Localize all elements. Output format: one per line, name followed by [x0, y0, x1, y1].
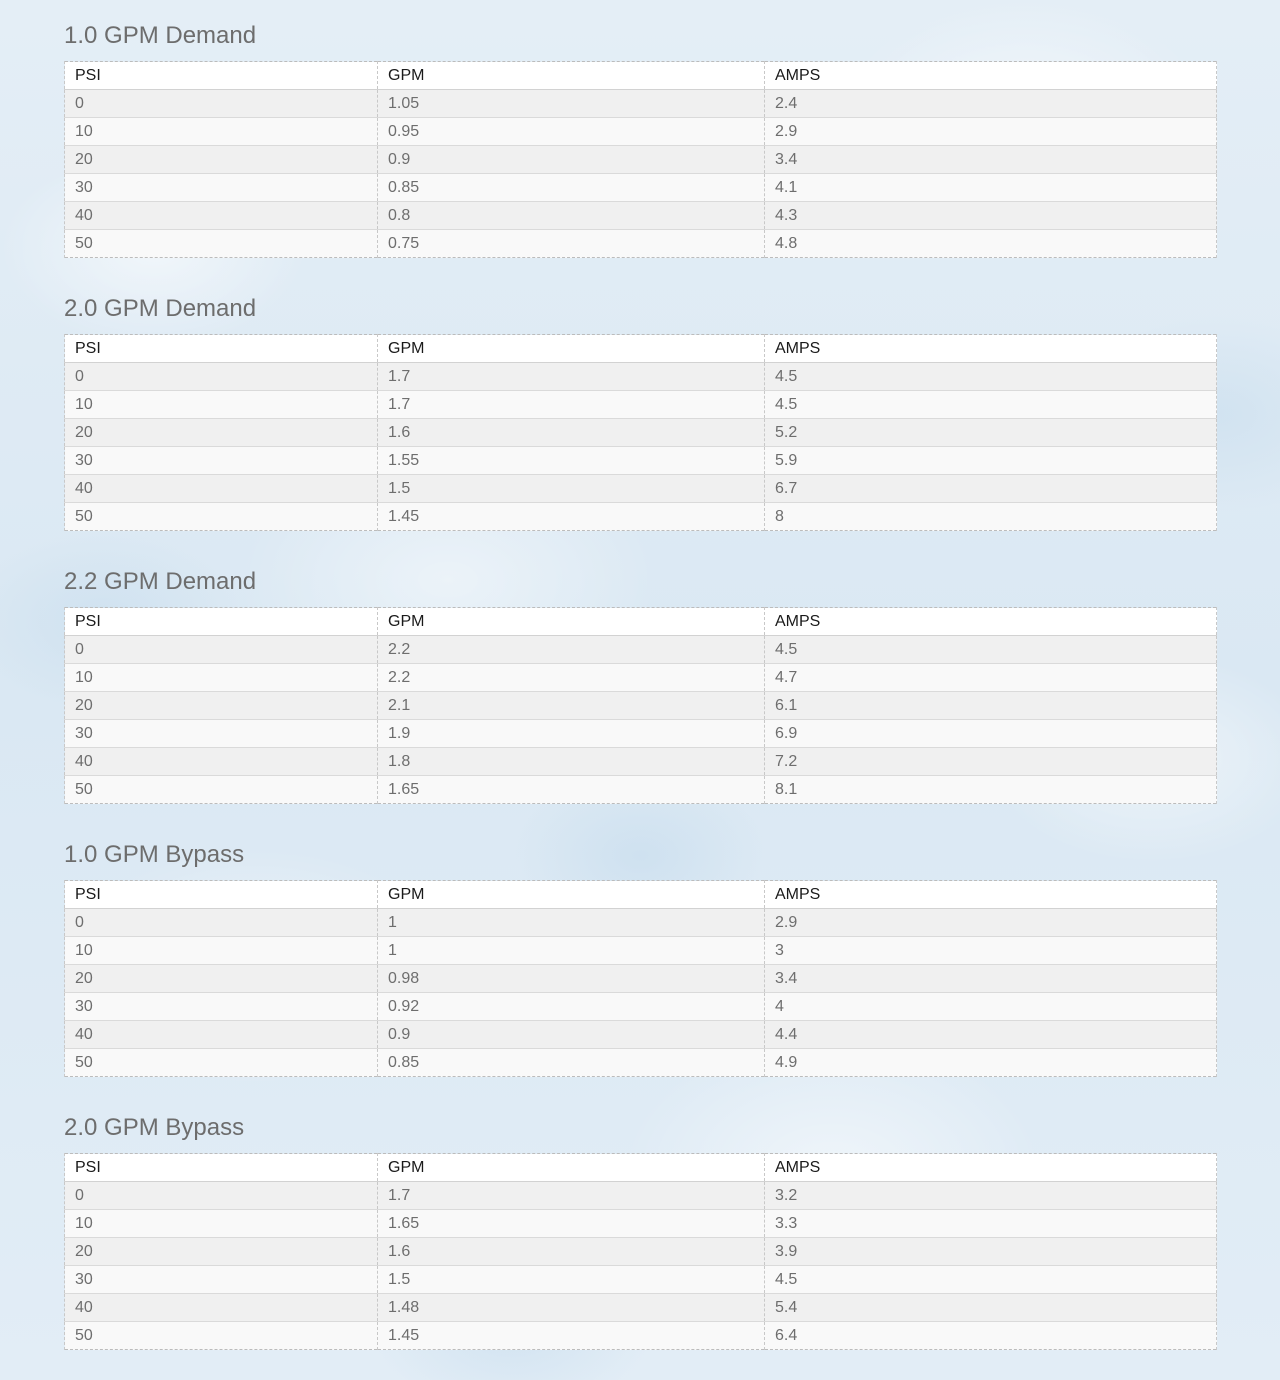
- column-header-amps: AMPS: [765, 335, 1217, 363]
- cell-psi: 30: [65, 447, 378, 475]
- cell-amps: 5.2: [765, 419, 1217, 447]
- section-2-2-gpm-demand: [64, 546, 1216, 798]
- cell-gpm: 2.1: [378, 692, 765, 720]
- cell-psi: 10: [65, 937, 378, 965]
- cell-gpm: 0.9: [378, 146, 765, 174]
- cell-psi: 0: [65, 1182, 378, 1210]
- table-row: [65, 692, 1217, 720]
- column-header-psi: PSI: [65, 608, 378, 636]
- table-row: [65, 146, 1217, 174]
- column-header-amps: AMPS: [765, 608, 1217, 636]
- cell-psi: 0: [65, 90, 378, 118]
- cell-gpm: 1.55: [378, 447, 765, 475]
- cell-psi: 0: [65, 363, 378, 391]
- table-row: [65, 1049, 1217, 1077]
- table-row: [65, 965, 1217, 993]
- cell-gpm: 1.8: [378, 748, 765, 776]
- section-1-0-gpm-bypass: [64, 819, 1216, 1071]
- cell-amps: 3: [765, 937, 1217, 965]
- cell-psi: 10: [65, 118, 378, 146]
- cell-gpm: 0.9: [378, 1021, 765, 1049]
- table-row: [65, 909, 1217, 937]
- table-row: [65, 776, 1217, 804]
- column-header-psi: PSI: [65, 335, 378, 363]
- section-title: 2.0 GPM Demand: [64, 295, 257, 322]
- cell-gpm: 0.95: [378, 118, 765, 146]
- data-table: [64, 334, 1217, 531]
- cell-amps: 3.3: [765, 1210, 1217, 1238]
- column-header-gpm: GPM: [378, 881, 765, 909]
- cell-gpm: 1.5: [378, 1266, 765, 1294]
- cell-gpm: 1.45: [378, 503, 765, 531]
- cell-gpm: 0.85: [378, 174, 765, 202]
- table-header-row: [65, 335, 1217, 363]
- cell-amps: 4.5: [765, 363, 1217, 391]
- table-row: [65, 1021, 1217, 1049]
- cell-amps: 3.9: [765, 1238, 1217, 1266]
- cell-psi: 20: [65, 965, 378, 993]
- cell-gpm: 1.65: [378, 1210, 765, 1238]
- cell-psi: 50: [65, 503, 378, 531]
- cell-amps: 2.4: [765, 90, 1217, 118]
- section-title: 2.0 GPM Bypass: [64, 1114, 245, 1141]
- table-row: [65, 230, 1217, 258]
- cell-psi: 50: [65, 1049, 378, 1077]
- cell-psi: 0: [65, 909, 378, 937]
- cell-gpm: 2.2: [378, 664, 765, 692]
- section-title: 1.0 GPM Demand: [64, 22, 257, 49]
- cell-psi: 10: [65, 391, 378, 419]
- cell-psi: 10: [65, 664, 378, 692]
- cell-psi: 20: [65, 1238, 378, 1266]
- cell-amps: 3.4: [765, 146, 1217, 174]
- cell-amps: 3.4: [765, 965, 1217, 993]
- column-header-gpm: GPM: [378, 335, 765, 363]
- cell-amps: 4.5: [765, 636, 1217, 664]
- table-row: [65, 1266, 1217, 1294]
- cell-psi: 40: [65, 202, 378, 230]
- cell-amps: 4.5: [765, 1266, 1217, 1294]
- cell-amps: 4: [765, 993, 1217, 1021]
- cell-gpm: 2.2: [378, 636, 765, 664]
- cell-psi: 40: [65, 748, 378, 776]
- cell-amps: 8: [765, 503, 1217, 531]
- cell-amps: 2.9: [765, 118, 1217, 146]
- table-header-row: [65, 881, 1217, 909]
- table-row: [65, 202, 1217, 230]
- cell-amps: 2.9: [765, 909, 1217, 937]
- data-table: [64, 607, 1217, 804]
- table-row: [65, 748, 1217, 776]
- table-row: [65, 1182, 1217, 1210]
- cell-amps: 4.1: [765, 174, 1217, 202]
- table-row: [65, 475, 1217, 503]
- data-table: [64, 880, 1217, 1077]
- table-row: [65, 503, 1217, 531]
- cell-gpm: 1.65: [378, 776, 765, 804]
- table-row: [65, 1238, 1217, 1266]
- cell-psi: 40: [65, 1294, 378, 1322]
- cell-psi: 10: [65, 1210, 378, 1238]
- cell-gpm: 1.05: [378, 90, 765, 118]
- cell-gpm: 1.6: [378, 419, 765, 447]
- table-row: [65, 90, 1217, 118]
- data-table: [64, 1153, 1217, 1350]
- table-row: [65, 664, 1217, 692]
- table-row: [65, 1210, 1217, 1238]
- cell-amps: 4.8: [765, 230, 1217, 258]
- cell-amps: 5.4: [765, 1294, 1217, 1322]
- table-row: [65, 937, 1217, 965]
- cell-gpm: 1: [378, 937, 765, 965]
- cell-amps: 6.1: [765, 692, 1217, 720]
- cell-amps: 3.2: [765, 1182, 1217, 1210]
- cell-gpm: 1.48: [378, 1294, 765, 1322]
- cell-psi: 20: [65, 419, 378, 447]
- table-row: [65, 363, 1217, 391]
- cell-amps: 4.7: [765, 664, 1217, 692]
- section-2-0-gpm-bypass: [64, 1092, 1216, 1344]
- section-title: 1.0 GPM Bypass: [64, 841, 245, 868]
- table-row: [65, 636, 1217, 664]
- cell-psi: 30: [65, 1266, 378, 1294]
- cell-psi: 30: [65, 174, 378, 202]
- column-header-gpm: GPM: [378, 62, 765, 90]
- cell-amps: 6.7: [765, 475, 1217, 503]
- cell-psi: 40: [65, 475, 378, 503]
- cell-psi: 50: [65, 1322, 378, 1350]
- cell-amps: 7.2: [765, 748, 1217, 776]
- cell-gpm: 1.45: [378, 1322, 765, 1350]
- cell-gpm: 1: [378, 909, 765, 937]
- table-header-row: [65, 62, 1217, 90]
- cell-amps: 4.4: [765, 1021, 1217, 1049]
- cell-psi: 50: [65, 230, 378, 258]
- cell-psi: 30: [65, 993, 378, 1021]
- section-2-0-gpm-demand: [64, 273, 1216, 525]
- table-row: [65, 174, 1217, 202]
- cell-amps: 6.9: [765, 720, 1217, 748]
- table-row: [65, 447, 1217, 475]
- cell-gpm: 0.98: [378, 965, 765, 993]
- table-row: [65, 118, 1217, 146]
- section-title: 2.2 GPM Demand: [64, 568, 257, 595]
- column-header-amps: AMPS: [765, 1154, 1217, 1182]
- cell-gpm: 0.85: [378, 1049, 765, 1077]
- table-row: [65, 1294, 1217, 1322]
- cell-gpm: 1.5: [378, 475, 765, 503]
- cell-amps: 6.4: [765, 1322, 1217, 1350]
- cell-gpm: 1.7: [378, 1182, 765, 1210]
- cell-amps: 4.3: [765, 202, 1217, 230]
- cell-gpm: 0.75: [378, 230, 765, 258]
- cell-gpm: 1.6: [378, 1238, 765, 1266]
- cell-gpm: 1.7: [378, 391, 765, 419]
- table-header-row: [65, 1154, 1217, 1182]
- cell-psi: 30: [65, 720, 378, 748]
- table-header-row: [65, 608, 1217, 636]
- table-row: [65, 1322, 1217, 1350]
- column-header-gpm: GPM: [378, 1154, 765, 1182]
- cell-psi: 20: [65, 146, 378, 174]
- cell-psi: 0: [65, 636, 378, 664]
- column-header-amps: AMPS: [765, 881, 1217, 909]
- column-header-gpm: GPM: [378, 608, 765, 636]
- cell-psi: 40: [65, 1021, 378, 1049]
- cell-psi: 50: [65, 776, 378, 804]
- table-row: [65, 993, 1217, 1021]
- column-header-psi: PSI: [65, 881, 378, 909]
- cell-gpm: 0.8: [378, 202, 765, 230]
- table-row: [65, 720, 1217, 748]
- cell-gpm: 1.7: [378, 363, 765, 391]
- column-header-psi: PSI: [65, 1154, 378, 1182]
- cell-psi: 20: [65, 692, 378, 720]
- cell-amps: 4.9: [765, 1049, 1217, 1077]
- data-table: [64, 61, 1217, 258]
- table-row: [65, 391, 1217, 419]
- cell-gpm: 1.9: [378, 720, 765, 748]
- cell-amps: 8.1: [765, 776, 1217, 804]
- column-header-psi: PSI: [65, 62, 378, 90]
- column-header-amps: AMPS: [765, 62, 1217, 90]
- cell-amps: 4.5: [765, 391, 1217, 419]
- cell-gpm: 0.92: [378, 993, 765, 1021]
- table-row: [65, 419, 1217, 447]
- cell-amps: 5.9: [765, 447, 1217, 475]
- section-1-0-gpm-demand: [64, 0, 1216, 252]
